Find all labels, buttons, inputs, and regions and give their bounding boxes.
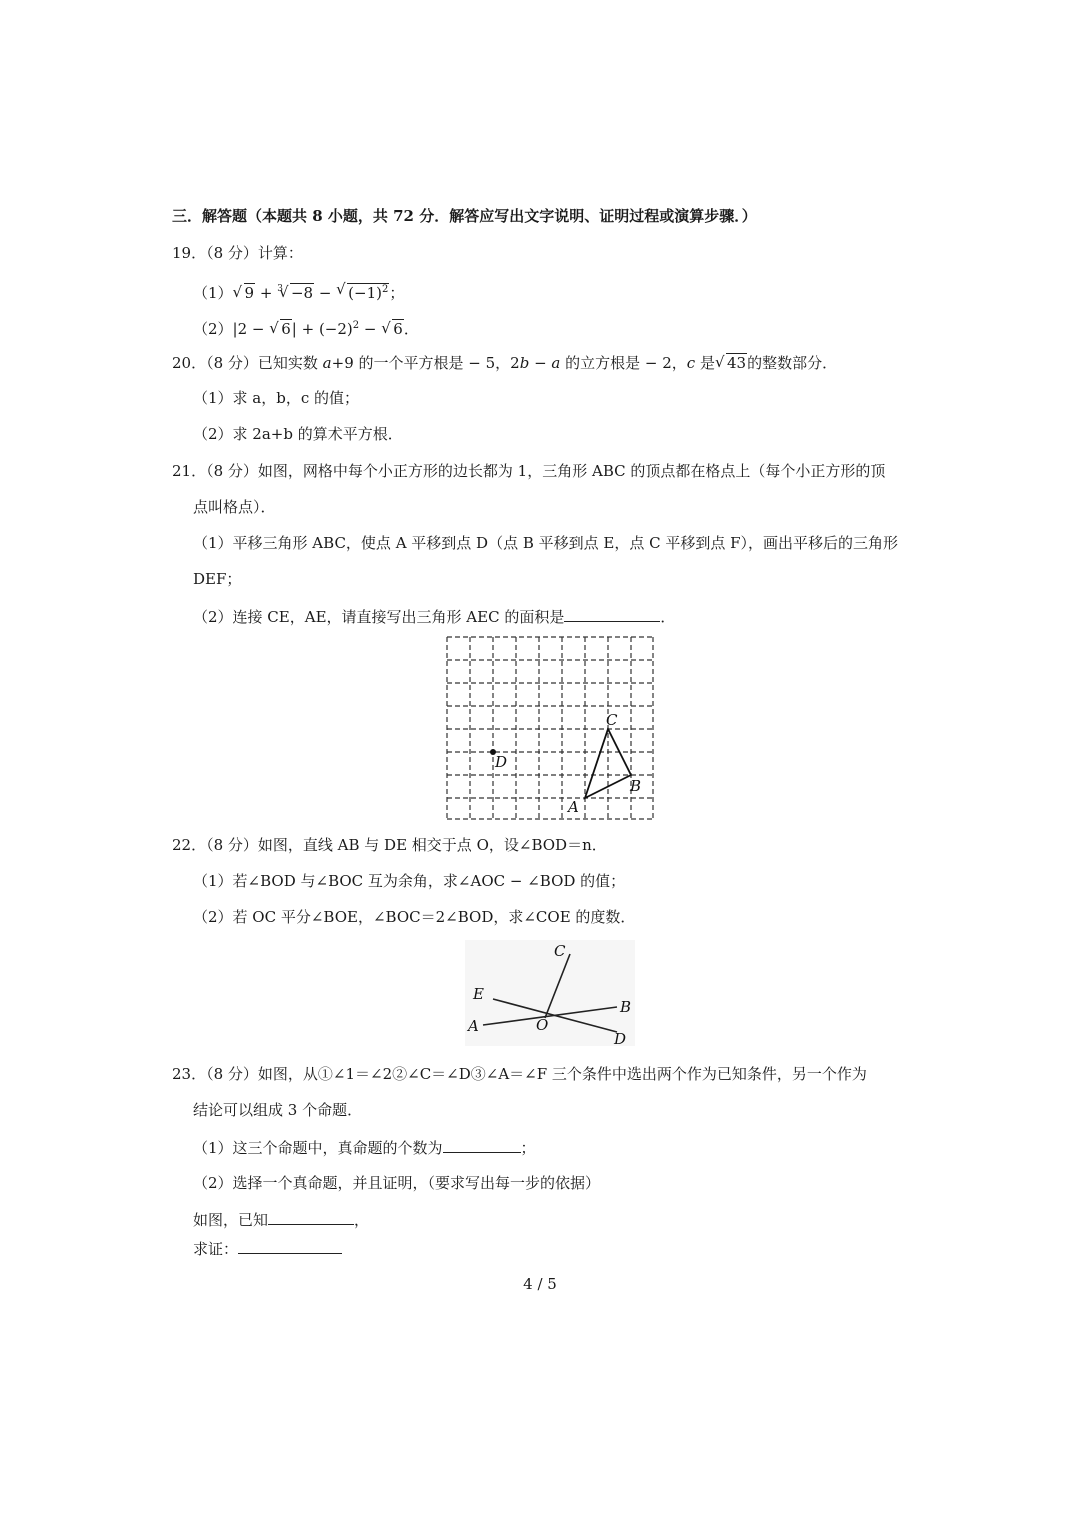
q22-part1: （1）若∠BOD 与∠BOC 互为余角，求∠AOC − ∠BOD 的值； (193, 872, 626, 890)
label-c: C (554, 942, 566, 960)
label-b: B (620, 998, 632, 1016)
label-a: A (468, 1017, 479, 1035)
label-d: D (495, 753, 508, 771)
q23-part1: （1）这三个命题中，真命题的个数为 ； (193, 1136, 536, 1159)
label-e: E (473, 985, 484, 1003)
q23-head-line1: 23．（8 分）如图，从①∠1＝∠2②∠C＝∠D③∠A＝∠F 三个条件中选出两个作为已知条件，另一个作为 (172, 1065, 867, 1083)
q23-given: 如图，已知 ， (193, 1208, 369, 1231)
q23-prove: 求证： (193, 1237, 342, 1260)
q23-given-blank[interactable] (268, 1208, 354, 1225)
q21-answer-blank[interactable] (564, 605, 660, 622)
q20-part2: （2）求 2a+b 的算术平方根． (193, 425, 403, 443)
q23-prove-blank[interactable] (238, 1237, 342, 1254)
q21-part1-line2: DEF； (193, 570, 242, 588)
label-c: C (606, 711, 618, 729)
q23-count-blank[interactable] (443, 1136, 521, 1153)
q21-part1-line1: （1）平移三角形 ABC，使点 A 平移到点 D（点 B 平移到点 E，点 C 平移到点 F），画出平移后的三角形 (193, 534, 899, 552)
q22-part2: （2）若 OC 平分∠BOE，∠BOC＝2∠BOD，求∠COE 的度数． (193, 908, 636, 926)
section-title: 三．解答题（本题共 8 小题，共 72 分．解答应写出文字说明、证明过程或演算步骤．） (172, 207, 757, 225)
q20-head: 20．（8 分）已知实数 a+9 的一个平方根是 − 5，2b − a 的立方根是 − 2，c 是√ 43的整数部分． (172, 352, 837, 374)
label-a: A (568, 798, 579, 816)
q20-part1: （1）求 a，b，c 的值； (193, 389, 360, 407)
q21-grid-figure (440, 630, 660, 825)
q19-part2: （2）|2 − √ $6| + (-2)^2$ − √ 6． (193, 315, 419, 340)
triangle-abc (585, 729, 631, 798)
q21-head-line2: 点叫格点）． (193, 498, 276, 516)
q22-head: 22．（8 分）如图，直线 AB 与 DE 相交于点 O，设∠BOD＝n． (172, 836, 607, 854)
q21-part2: （2）连接 CE，AE，请直接写出三角形 AEC 的面积是 ． (193, 605, 675, 628)
label-o: O (536, 1016, 549, 1034)
q19-part1: （1）√ 9 + $^3$√ −8 − √ $(-1)^2$； (193, 279, 404, 307)
page-number: 4 / 5 (523, 1275, 557, 1293)
q22-angle-figure (465, 940, 635, 1046)
q23-part2: （2）选择一个真命题，并且证明，（要求写出每一步的依据） (193, 1174, 601, 1192)
label-b: B (630, 777, 642, 795)
grid-lines (447, 637, 653, 819)
q23-head-line2: 结论可以组成 3 个命题． (193, 1101, 363, 1119)
q19-head: 19．（8 分）计算： (172, 244, 303, 262)
q21-head-line1: 21．（8 分）如图，网格中每个小正方形的边长都为 1，三角形 ABC 的顶点都在格点上（每个小正方形的顶 (172, 462, 886, 480)
label-d: D (614, 1030, 627, 1046)
